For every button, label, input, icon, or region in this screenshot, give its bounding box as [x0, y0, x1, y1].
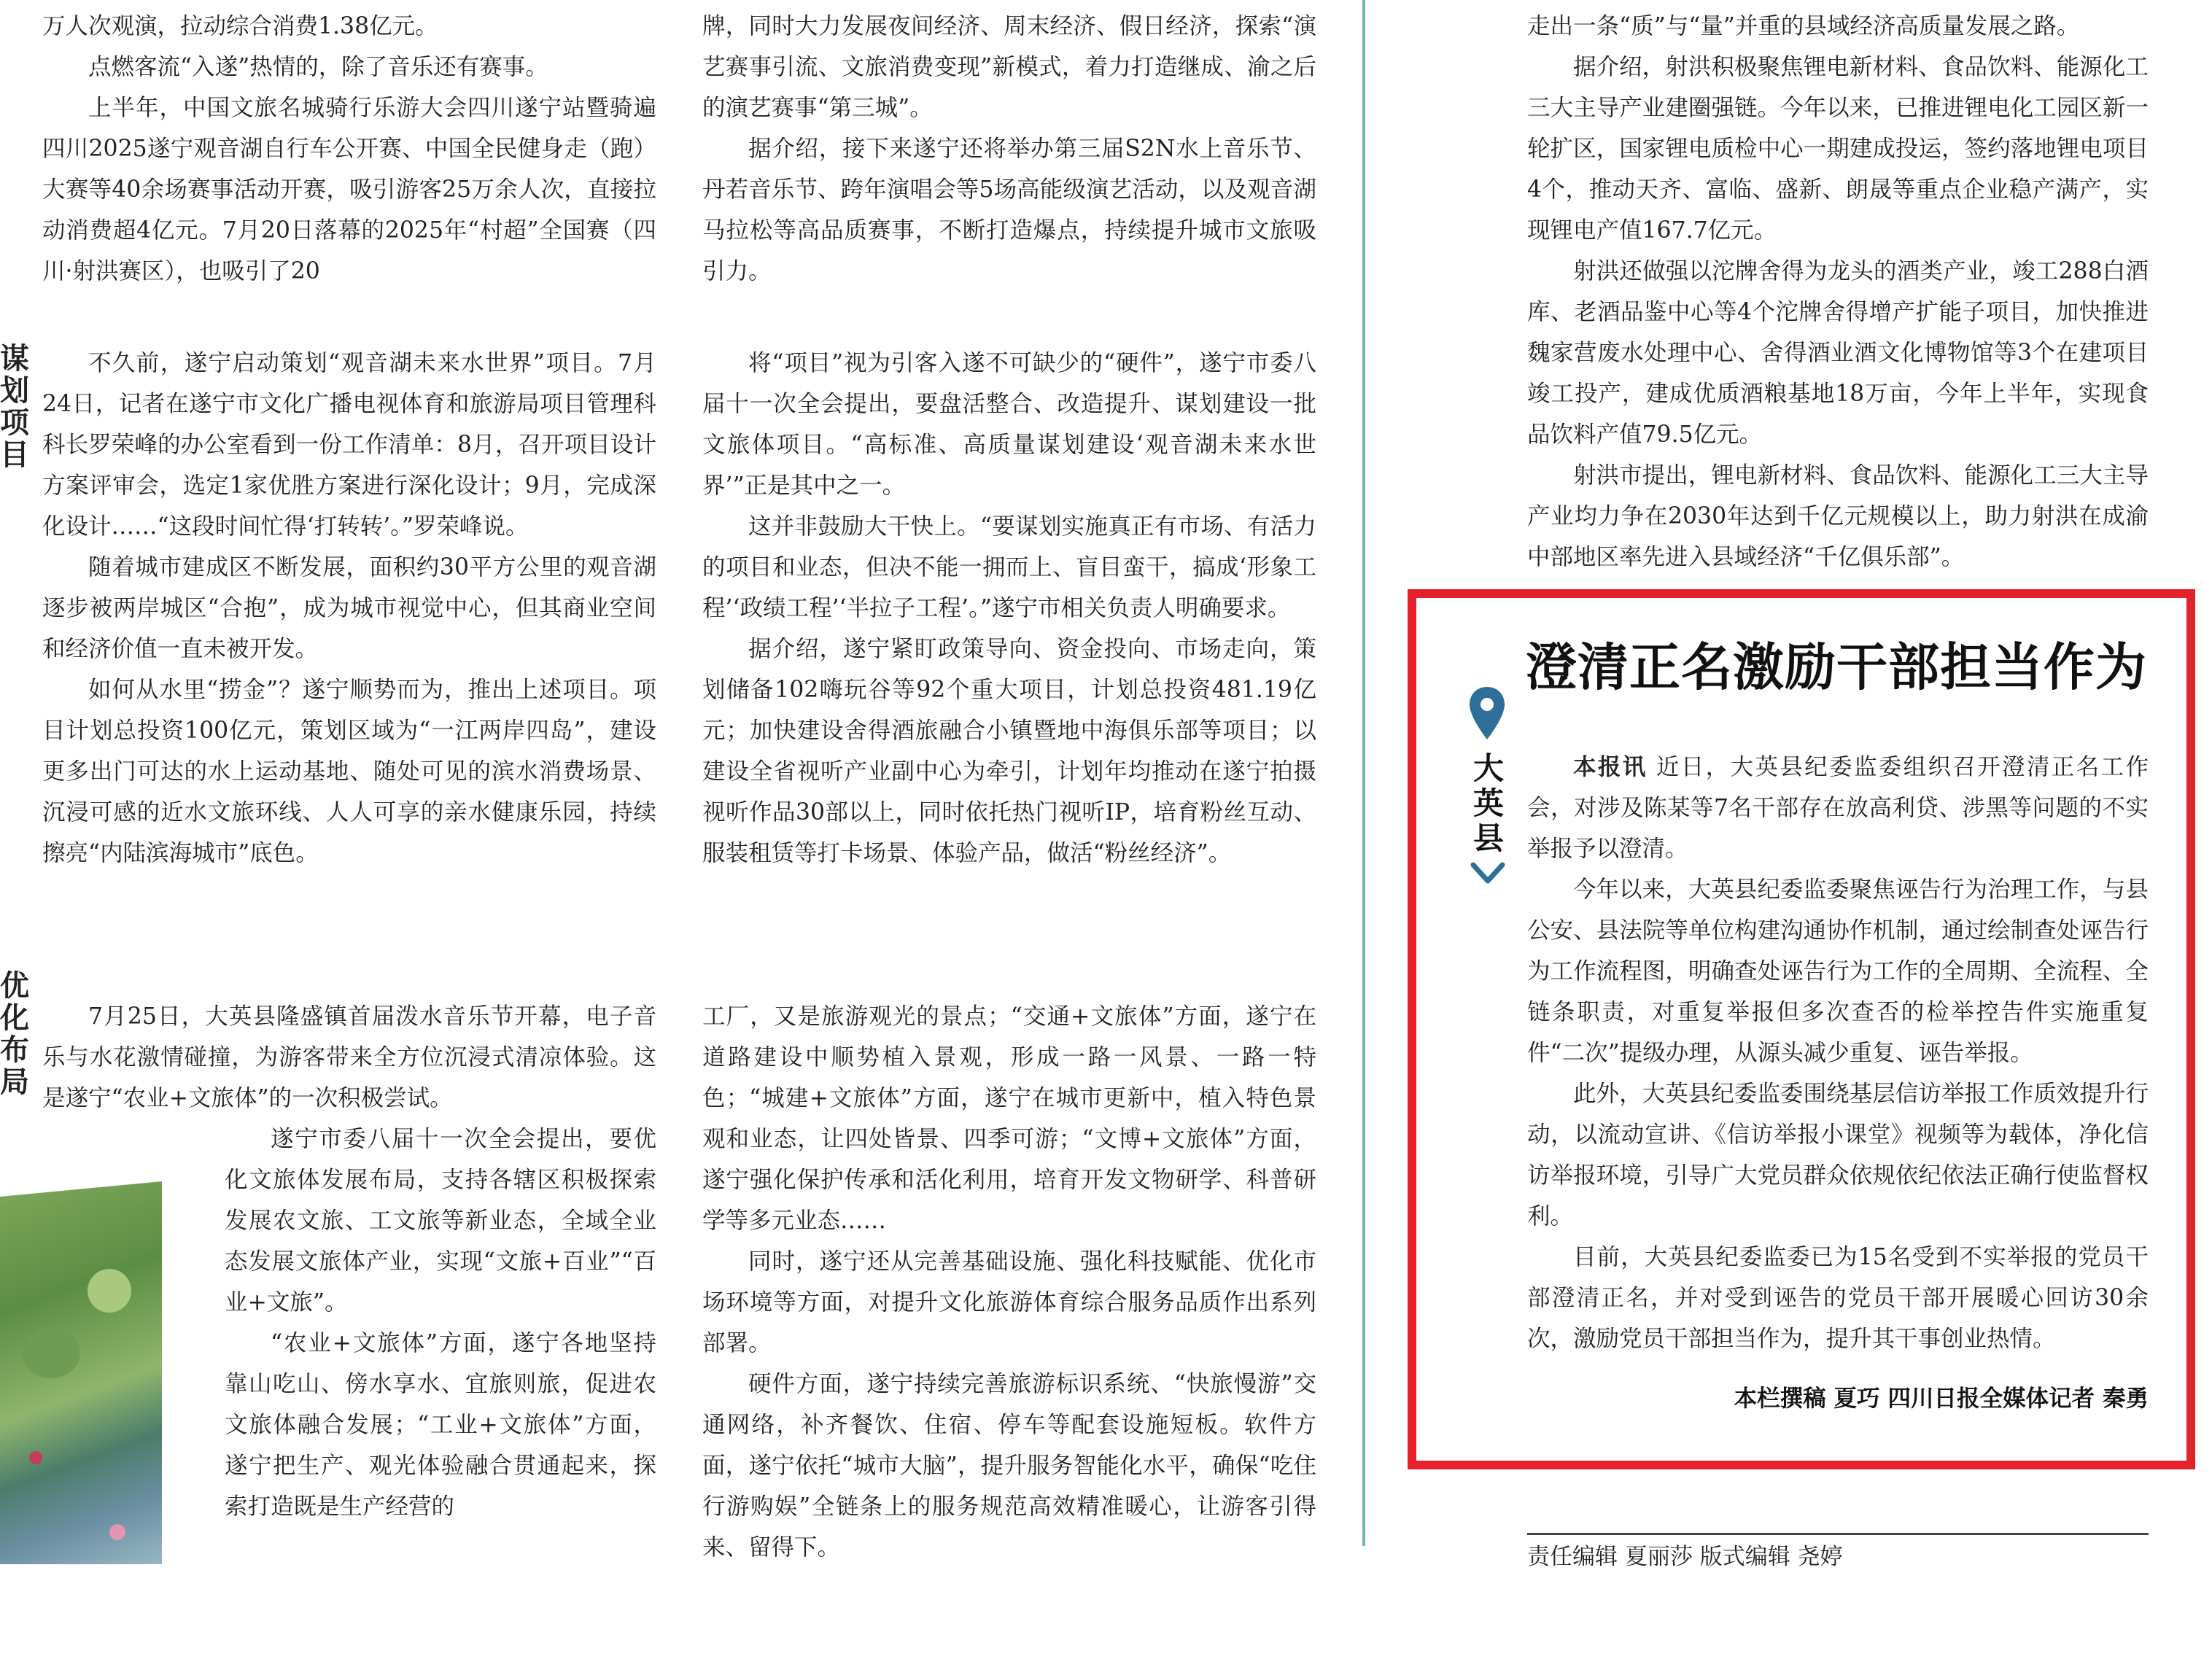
county-label: 大英县 [1472, 750, 1504, 856]
paragraph: 工厂，又是旅游观光的景点；“交通+文旅体”方面，遂宁在道路建设中顺势植入景观，形成一路一风景、一路一特色；“城建+文旅体”方面，遂宁在城市更新中，植入特色景观和业态，让四处皆景、四季可游；“文博+文旅体”方面，遂宁强化保护传承和活化利用，培育开发文物研学、科普研学等多元业态…… [702, 1003, 1316, 1234]
footer-rule [1527, 1533, 2149, 1535]
article-column-1-bottom [42, 996, 656, 1527]
editor-credits: 责任编辑 夏丽莎 版式编辑 尧婷 [1527, 1544, 1843, 1570]
paragraph: 走出一条“质”与“量”并重的县域经济高质量发展之路。 [1527, 13, 2080, 39]
cropped-heading-1: 谋划项目 [0, 342, 29, 472]
paragraph: 牌，同时大力发展夜间经济、周末经济、假日经济，探索“演艺赛事引流、文旅消费变现”新模式，着力打造继成、渝之后的演艺赛事“第三城”。 [702, 13, 1316, 121]
paragraph: 据介绍，遂宁紧盯政策导向、资金投向、市场走向，策划储备102嗨玩谷等92个重大项目，计划总投资481.19亿元；加快建设舍得酒旅融合小镇暨地中海俱乐部等项目；以建设全省视听产业副中心为牵引，计划年均推动在遂宁拍摄视听作品30部以上，同时依托热门视听IP，培育粉丝互动、服装租赁等打卡场景、体验产品，做活“粉丝经济”。 [702, 636, 1316, 866]
location-pin-icon [1467, 685, 1507, 741]
article-column-2-middle [702, 343, 1316, 874]
paragraph: 这并非鼓励大干快上。“要谋划实施真正有市场、有活力的项目和业态，但决不能一拥而上、盲目蛮干，搞成‘形象工程’‘政绩工程’‘半拉子工程’。”遂宁市相关负责人明确要求。 [702, 513, 1316, 621]
news-body [1527, 747, 2149, 1359]
byline: 本栏撰稿 夏巧 四川日报全媒体记者 秦勇 [1734, 1386, 2149, 1412]
paragraph: 此外，大英县纪委监委围绕基层信访举报工作质效提升行动，以流动宣讲、《信访举报小课堂》视频等为载体，净化信访举报环境，引导广大党员群众依规依纪依法正确行使监督权利。 [1527, 1081, 2149, 1229]
paragraph: 同时，遂宁还从完善基础设施、强化科技赋能、优化市场环境等方面，对提升文化旅游体育综合服务品质作出系列部署。 [702, 1248, 1316, 1356]
paragraph: 将“项目”视为引客入遂不可缺少的“硬件”，遂宁市委八届十一次全会提出，要盘活整合、改造提升、谋划建设一批文旅体项目。“高标准、高质量谋划建设‘观音湖未来水世界’”正是其中之一。 [702, 350, 1316, 499]
paragraph: 点燃客流“入遂”热情的，除了音乐还有赛事。 [88, 54, 548, 80]
paragraph: 不久前，遂宁启动策划“观音湖未来水世界”项目。7月24日，记者在遂宁市文化广播电视体育和旅游局项目管理科科长罗荣峰的办公室看到一份工作清单：8月，召开项目设计方案评审会，选定1家优胜方案进行深化设计；9月，完成深化设计……“这段时间忙得‘打转转’。”罗荣峰说。 [42, 350, 656, 540]
article-column-1-top [42, 6, 656, 292]
chevron-down-icon [1470, 860, 1505, 885]
paragraph: 据介绍，接下来遂宁还将举办第三届S2N水上音乐节、丹若音乐节、跨年演唱会等5场高能级演艺活动，以及观音湖马拉松等高品质赛事，不断打造爆点，持续提升城市文旅吸引力。 [702, 136, 1316, 284]
paragraph: 目前，大英县纪委监委已为15名受到不实举报的党员干部澄清正名，并对受到诬告的党员干部开展暖心回访30余次，激励党员干部担当作为，提升其干事创业热情。 [1527, 1244, 2149, 1352]
column-divider [1362, 0, 1365, 1546]
paragraph: 射洪市提出，锂电新材料、食品饮料、能源化工三大主导产业均力争在2030年达到千亿元规模以上，助力射洪在成渝中部地区率先进入县域经济“千亿俱乐部”。 [1527, 462, 2149, 570]
article-column-1-middle [42, 343, 656, 874]
article-column-2-bottom [702, 996, 1316, 1568]
article-column-3-top [1527, 6, 2149, 578]
paragraph: 本报讯 近日，大英县纪委监委组织召开澄清正名工作会，对涉及陈某等7名干部存在放高利贷、涉黑等问题的不实举报予以澄清。 [1527, 754, 2149, 862]
paragraph: “农业+文旅体”方面，遂宁各地坚持靠山吃山、傍水享水、宜旅则旅，促进农文旅体融合发展；“工业+文旅体”方面，遂宁把生产、观光体验融合贯通起来，探索打造既是生产经营的 [225, 1330, 656, 1520]
paragraph: 上半年，中国文旅名城骑行乐游大会四川遂宁站暨骑遍四川2025遂宁观音湖自行车公开赛、中国全民健身走（跑）大赛等40余场赛事活动开赛，吸引游客25万余人次，直接拉动消费超4亿元。7月20日落幕的2025年“村超”全国赛（四川·射洪赛区），也吸引了20 [42, 95, 656, 284]
paragraph: 据介绍，射洪积极聚焦锂电新材料、食品饮料、能源化工三大主导产业建圈强链。今年以来，已推进锂电化工园区新一轮扩区，国家锂电质检中心一期建成投运，签约落地锂电项目4个，推动天齐、富临、盛新、朗晟等重点企业稳产满产，实现锂电产值167.7亿元。 [1527, 54, 2149, 244]
paragraph: 射洪还做强以沱牌舍得为龙头的酒类产业，竣工288白酒库、老酒品鉴中心等4个沱牌舍得增产扩能子项目，加快推进魏家营废水处理中心、舍得酒业酒文化博物馆等3个在建项目竣工投产，建成优质酒粮基地18万亩，今年上半年，实现食品饮料产值79.5亿元。 [1527, 258, 2149, 448]
paragraph: 如何从水里“捞金”？遂宁顺势而为，推出上述项目。项目计划总投资100亿元，策划区域为“一江两岸四岛”，建设更多出门可达的水上运动基地、随处可见的滨水消费场景、沉浸可感的近水文旅环线、人人可享的亲水健康乐园，持续擦亮“内陆滨海城市”底色。 [42, 677, 656, 866]
paragraph: 随着城市建成区不断发展，面积约30平方公里的观音湖逐步被两岸城区“合抱”，成为城市视觉中心，但其商业空间和经济价值一直未被开发。 [42, 554, 656, 662]
paragraph: 万人次观演，拉动综合消费1.38亿元。 [42, 13, 438, 39]
paragraph: 硬件方面，遂宁持续完善旅游标识系统、“快旅慢游”交通网络，补齐餐饮、住宿、停车等配套设施短板。软件方面，遂宁依托“城市大脑”，提升服务智能化水平，确保“吃住行游购娱”全链条上的服务规范高效精准暖心，让游客引得来、留得下。 [702, 1371, 1316, 1561]
news-tag: 本报讯 [1573, 754, 1648, 780]
paragraph: 遂宁市委八届十一次全会提出，要优化文旅体发展布局，支持各辖区积极探索发展农文旅、工文旅等新业态，全域全业态发展文旅体产业，实现“文旅+百业”“百业+文旅”。 [225, 1126, 656, 1316]
article-column-2-top [702, 6, 1316, 292]
news-headline: 澄清正名激励干部担当作为 [1526, 637, 2147, 697]
paragraph: 今年以来，大英县纪委监委聚焦诬告行为治理工作，与县公安、县法院等单位构建沟通协作机制，通过绘制查处诬告行为工作流程图，明确查处诬告行为工作的全周期、全流程、全链条职责，对重复举报但多次查否的检举控告件实施重复件“二次”提级办理，从源头减少重复、诬告举报。 [1527, 877, 2149, 1066]
paragraph: 7月25日，大英县隆盛镇首届泼水音乐节开幕，电子音乐与水花激情碰撞，为游客带来全方位沉浸式清凉体验。这是遂宁“农业+文旅体”的一次积极尝试。 [42, 1003, 656, 1111]
cropped-heading-2: 优化布局 [0, 969, 29, 1099]
